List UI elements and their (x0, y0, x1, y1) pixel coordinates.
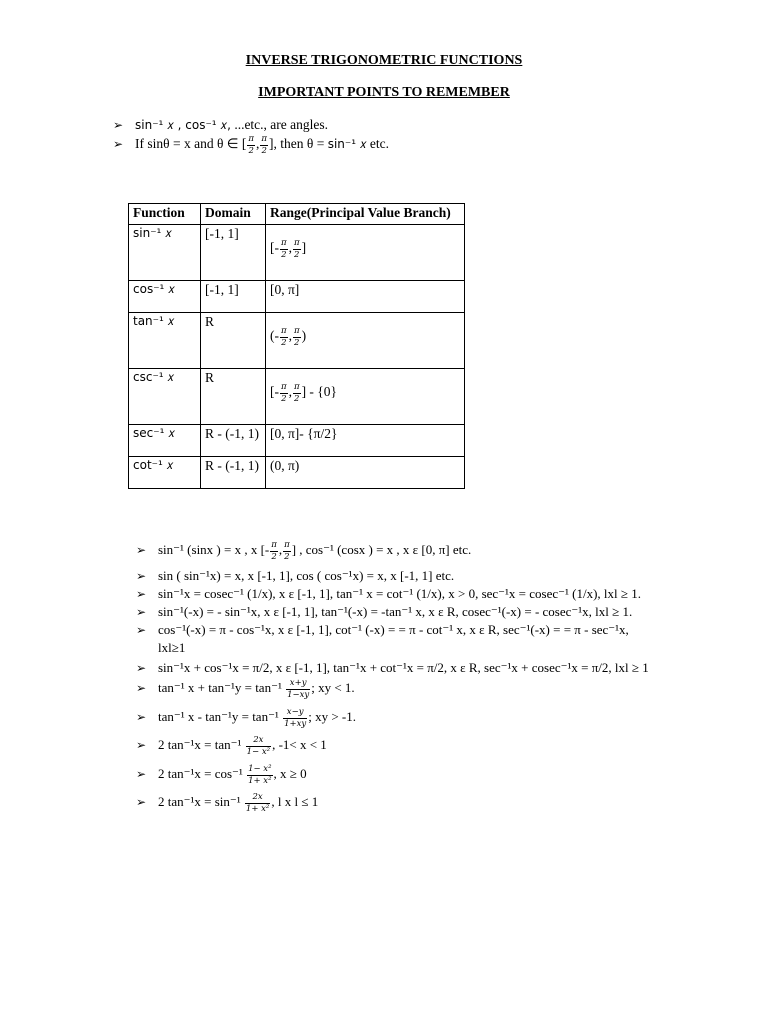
arrow-bullet-icon: ➢ (113, 137, 124, 152)
range-cell: [- $\frac{\pi}{2}$ , $\frac{\pi}{2}$ ] - {0} (270, 382, 338, 404)
arrow-bullet-icon: ➢ (136, 661, 147, 675)
list-item: ➢ sin⁻¹(-x) = - sin⁻¹x, x ε [-1, 1], tan⁻¹(-x) = -tan⁻¹ x, x ε R, cosec⁻¹(-x) = - cosec⁻¹x, lxl ≥ 1. (136, 604, 633, 619)
principal-value-table (128, 203, 465, 489)
arrow-bullet-icon: ➢ (136, 766, 147, 781)
column-header: Function (129, 204, 201, 225)
table-row: tan⁻¹ 𝑥 R (- $\frac{\pi}{2}$ , $\frac{\pi}{2}$ ) (129, 313, 465, 369)
fraction: $\frac{2x}{\text{1− x²}}$ (246, 735, 271, 757)
arrow-bullet-icon: ➢ (113, 118, 124, 132)
page-title: INVERSE TRIGONOMETRIC FUNCTIONS (245, 53, 523, 68)
column-header: Domain (201, 204, 266, 225)
list-item: ➢ sin⁻¹x + cos⁻¹x = π/2, x ε [-1, 1], tan⁻¹x + cot⁻¹x = π/2, x ε R, sec⁻¹x + cosec⁻¹x = π/2, lxl ≥ 1 (136, 660, 649, 675)
list-item: ➢ sin⁻¹ (sinx ) = x , x [- $\frac{\pi}{2}$ , $\frac{\pi}{2}$ ] , cos⁻¹ (cosx ) = x , x ε [0, π] etc. (136, 540, 472, 562)
range-cell: [- $\frac{\pi}{2}$ , $\frac{\pi}{2}$ ] (270, 238, 307, 260)
table-row: sin⁻¹ 𝑥 [-1, 1] [- $\frac{\pi}{2}$ , $\frac{\pi}{2}$ ] (129, 225, 465, 281)
fraction: $\frac{x-y}{1+xy}$ (284, 707, 307, 729)
fraction: $\frac{\text{1− x²}}{\text{1+ x²}}$ (248, 764, 272, 786)
list-item: ➢ sin⁻¹x = cosec⁻¹ (1/x), x ε [-1, 1], tan⁻¹ x = cot⁻¹ (1/x), x > 0, sec⁻¹x = cosec⁻¹ (1/x), lxl ≥ 1. (136, 586, 642, 601)
range-cell: (- $\frac{\pi}{2}$ , $\frac{\pi}{2}$ ) (270, 326, 307, 348)
range-cell: [0, π]- {π/2} (266, 425, 465, 457)
list-item: ➢ tan⁻¹ x - tan⁻¹y = tan⁻¹ $\frac{x-y}{1+xy}$ ; xy > -1. (136, 707, 357, 729)
arrow-bullet-icon: ➢ (136, 737, 147, 752)
page-subtitle: IMPORTANT POINTS TO REMEMBER (258, 85, 510, 100)
list-item-continuation: lxl≥1 (158, 640, 186, 655)
list-item: ➢ 2 tan⁻¹x = tan⁻¹ $\frac{2x}{\text{1− x²}}$ , -1< x < 1 (136, 735, 327, 757)
arrow-bullet-icon: ➢ (136, 794, 147, 809)
fraction: $\frac{\pi}{2}$ (261, 134, 267, 156)
table-header-row (129, 204, 465, 225)
list-item: ➢ tan⁻¹ x + tan⁻¹y = tan⁻¹ $\frac{x+y}{1-xy}$ ; xy < 1. (136, 678, 355, 700)
list-item: ➢ sin ( sin⁻¹x) = x, x [-1, 1], cos ( cos⁻¹x) = x, x [-1, 1] etc. (136, 568, 455, 583)
range-cell: [0, π] (266, 281, 465, 313)
arrow-bullet-icon: ➢ (136, 623, 147, 637)
fraction: $\frac{x+y}{1-xy}$ (287, 678, 310, 700)
arrow-bullet-icon: ➢ (136, 605, 147, 619)
arrow-bullet-icon: ➢ (136, 587, 147, 601)
arrow-bullet-icon: ➢ (136, 680, 147, 695)
table-row: cos⁻¹ 𝑥 [-1, 1] [0, π] (129, 281, 465, 313)
arrow-bullet-icon: ➢ (136, 569, 147, 583)
list-item: ➢ cos⁻¹(-x) = π - cos⁻¹x, x ε [-1, 1], cot⁻¹ (-x) = = π - cot⁻¹ x, x ε R, sec⁻¹(-x) = = π - sec⁻¹x, (136, 622, 629, 637)
arrow-bullet-icon: ➢ (136, 542, 147, 557)
arrow-bullet-icon: ➢ (136, 709, 147, 724)
list-item: ➢ 2 tan⁻¹x = sin⁻¹ $\frac{2x}{\text{1+ x²}}$ , l x l ≤ 1 (136, 792, 319, 814)
list-item: ➢ 2 tan⁻¹x = cos⁻¹ $\frac{\text{1− x²}}{\text{1+ x²}}$ , x ≥ 0 (136, 764, 307, 786)
table-row: sec⁻¹ 𝑥 R - (-1, 1) [0, π]- {π/2} (129, 425, 465, 457)
fraction: $\frac{2x}{\text{1+ x²}}$ (245, 792, 270, 814)
table-row: cot⁻¹ 𝑥 R - (-1, 1) (0, π) (129, 457, 465, 489)
fraction: $\frac{\pi}{2}$ (248, 134, 255, 156)
range-cell: (0, π) (266, 457, 465, 489)
column-header: Range(Principal Value Branch) (266, 204, 465, 225)
intro-point-1: ➢ sin⁻¹ 𝑥 , cos⁻¹ 𝑥, ...etc., are angles. (113, 117, 329, 132)
intro-point-2: ➢ If sinθ = x and θ ∈ [ $\frac{\pi}{2}$ , $\frac{\pi}{2}$ ], then θ = sin⁻¹ 𝑥 etc. (113, 134, 390, 156)
table-row: csc⁻¹ 𝑥 R [- $\frac{\pi}{2}$ , $\frac{\pi}{2}$ ] - {0} (129, 369, 465, 425)
